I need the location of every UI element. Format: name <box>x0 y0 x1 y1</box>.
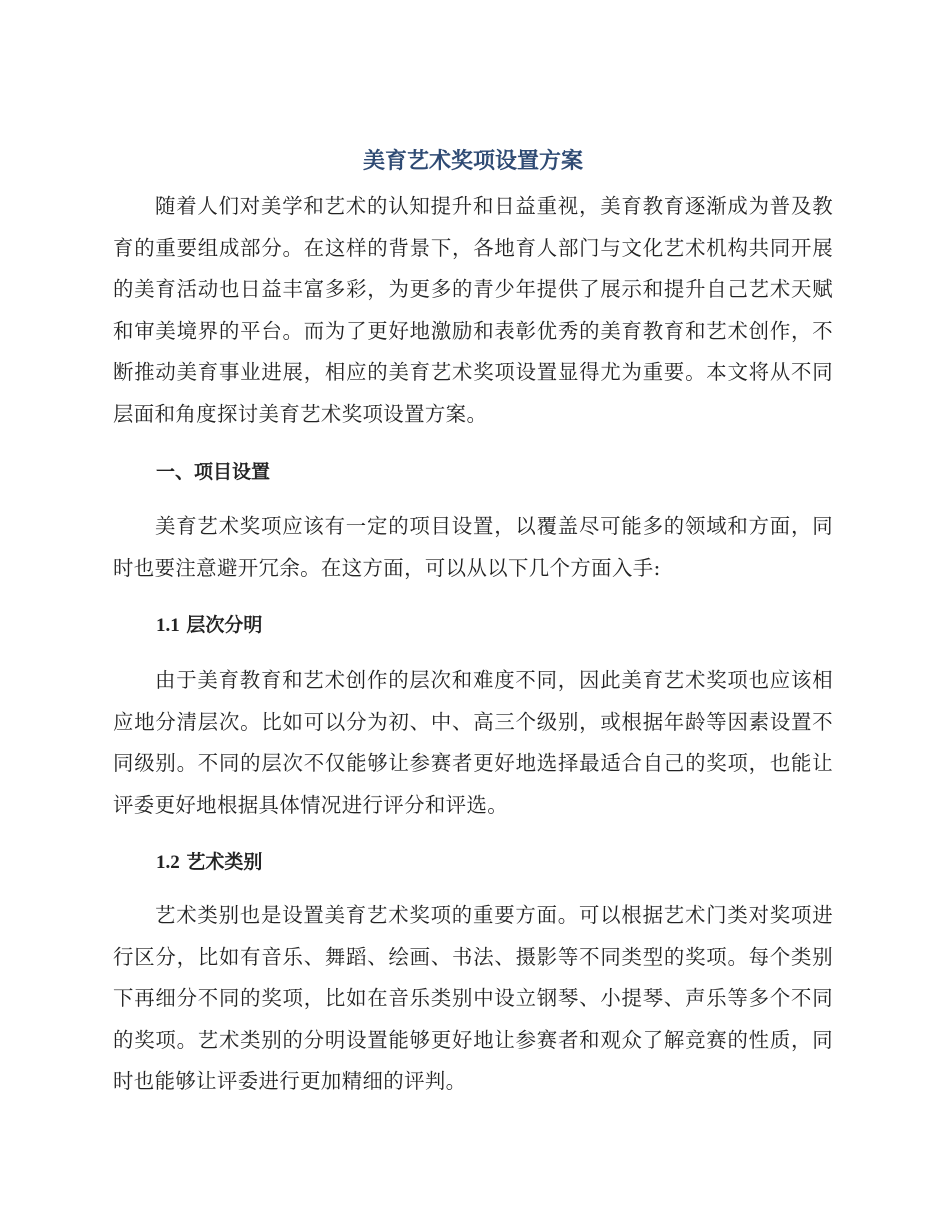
subsection-paragraph-1-1: 由于美育教育和艺术创作的层次和难度不同，因此美育艺术奖项也应该相应地分清层次。比如可以分为初、中、高三个级别，或根据年龄等因素设置不同级别。不同的层次不仅能够让参赛者更好地选择最适合自己的奖项，也能让评委更好地根据具体情况进行评分和评选。 <box>113 668 833 817</box>
intro-paragraph: 随着人们对美学和艺术的认知提升和日益重视，美育教育逐渐成为普及教育的重要组成部分。在这样的背景下，各地育人部门与文化艺术机构共同开展的美育活动也日益丰富多彩，为更多的青少年提供了展示和提升自己艺术天赋和审美境界的平台。而为了更好地激励和表彰优秀的美育教育和艺术创作，不断推动美育事业进展，相应的美育艺术奖项设置显得尤为重要。本文将从不同层面和角度探讨美育艺术奖项设置方案。 <box>113 194 833 426</box>
subsection-number: 1.1 <box>156 615 180 636</box>
subsection-heading-1-2 <box>156 848 262 877</box>
section-paragraph: 美育艺术奖项应该有一定的项目设置，以覆盖尽可能多的领域和方面，同时也要注意避开冗余。在这方面，可以从以下几个方面入手: <box>113 514 833 580</box>
section-heading: 一、项目设置 <box>156 461 271 483</box>
subsection-number: 1.2 <box>156 852 180 873</box>
subsection-paragraph-1-2: 艺术类别也是设置美育艺术奖项的重要方面。可以根据艺术门类对奖项进行区分，比如有音乐、舞蹈、绘画、书法、摄影等不同类型的奖项。每个类别下再细分不同的奖项，比如在音乐类别中设立钢琴、小提琴、声乐等多个不同的奖项。艺术类别的分明设置能够更好地让参赛者和观众了解竞赛的性质，同时也能够让评委进行更加精细的评判。 <box>113 903 833 1093</box>
document-title: 美育艺术奖项设置方案 <box>362 149 583 174</box>
subsection-title: 层次分明 <box>186 614 263 636</box>
subsection-title: 艺术类别 <box>186 851 263 873</box>
subsection-heading-1-1 <box>156 611 262 640</box>
